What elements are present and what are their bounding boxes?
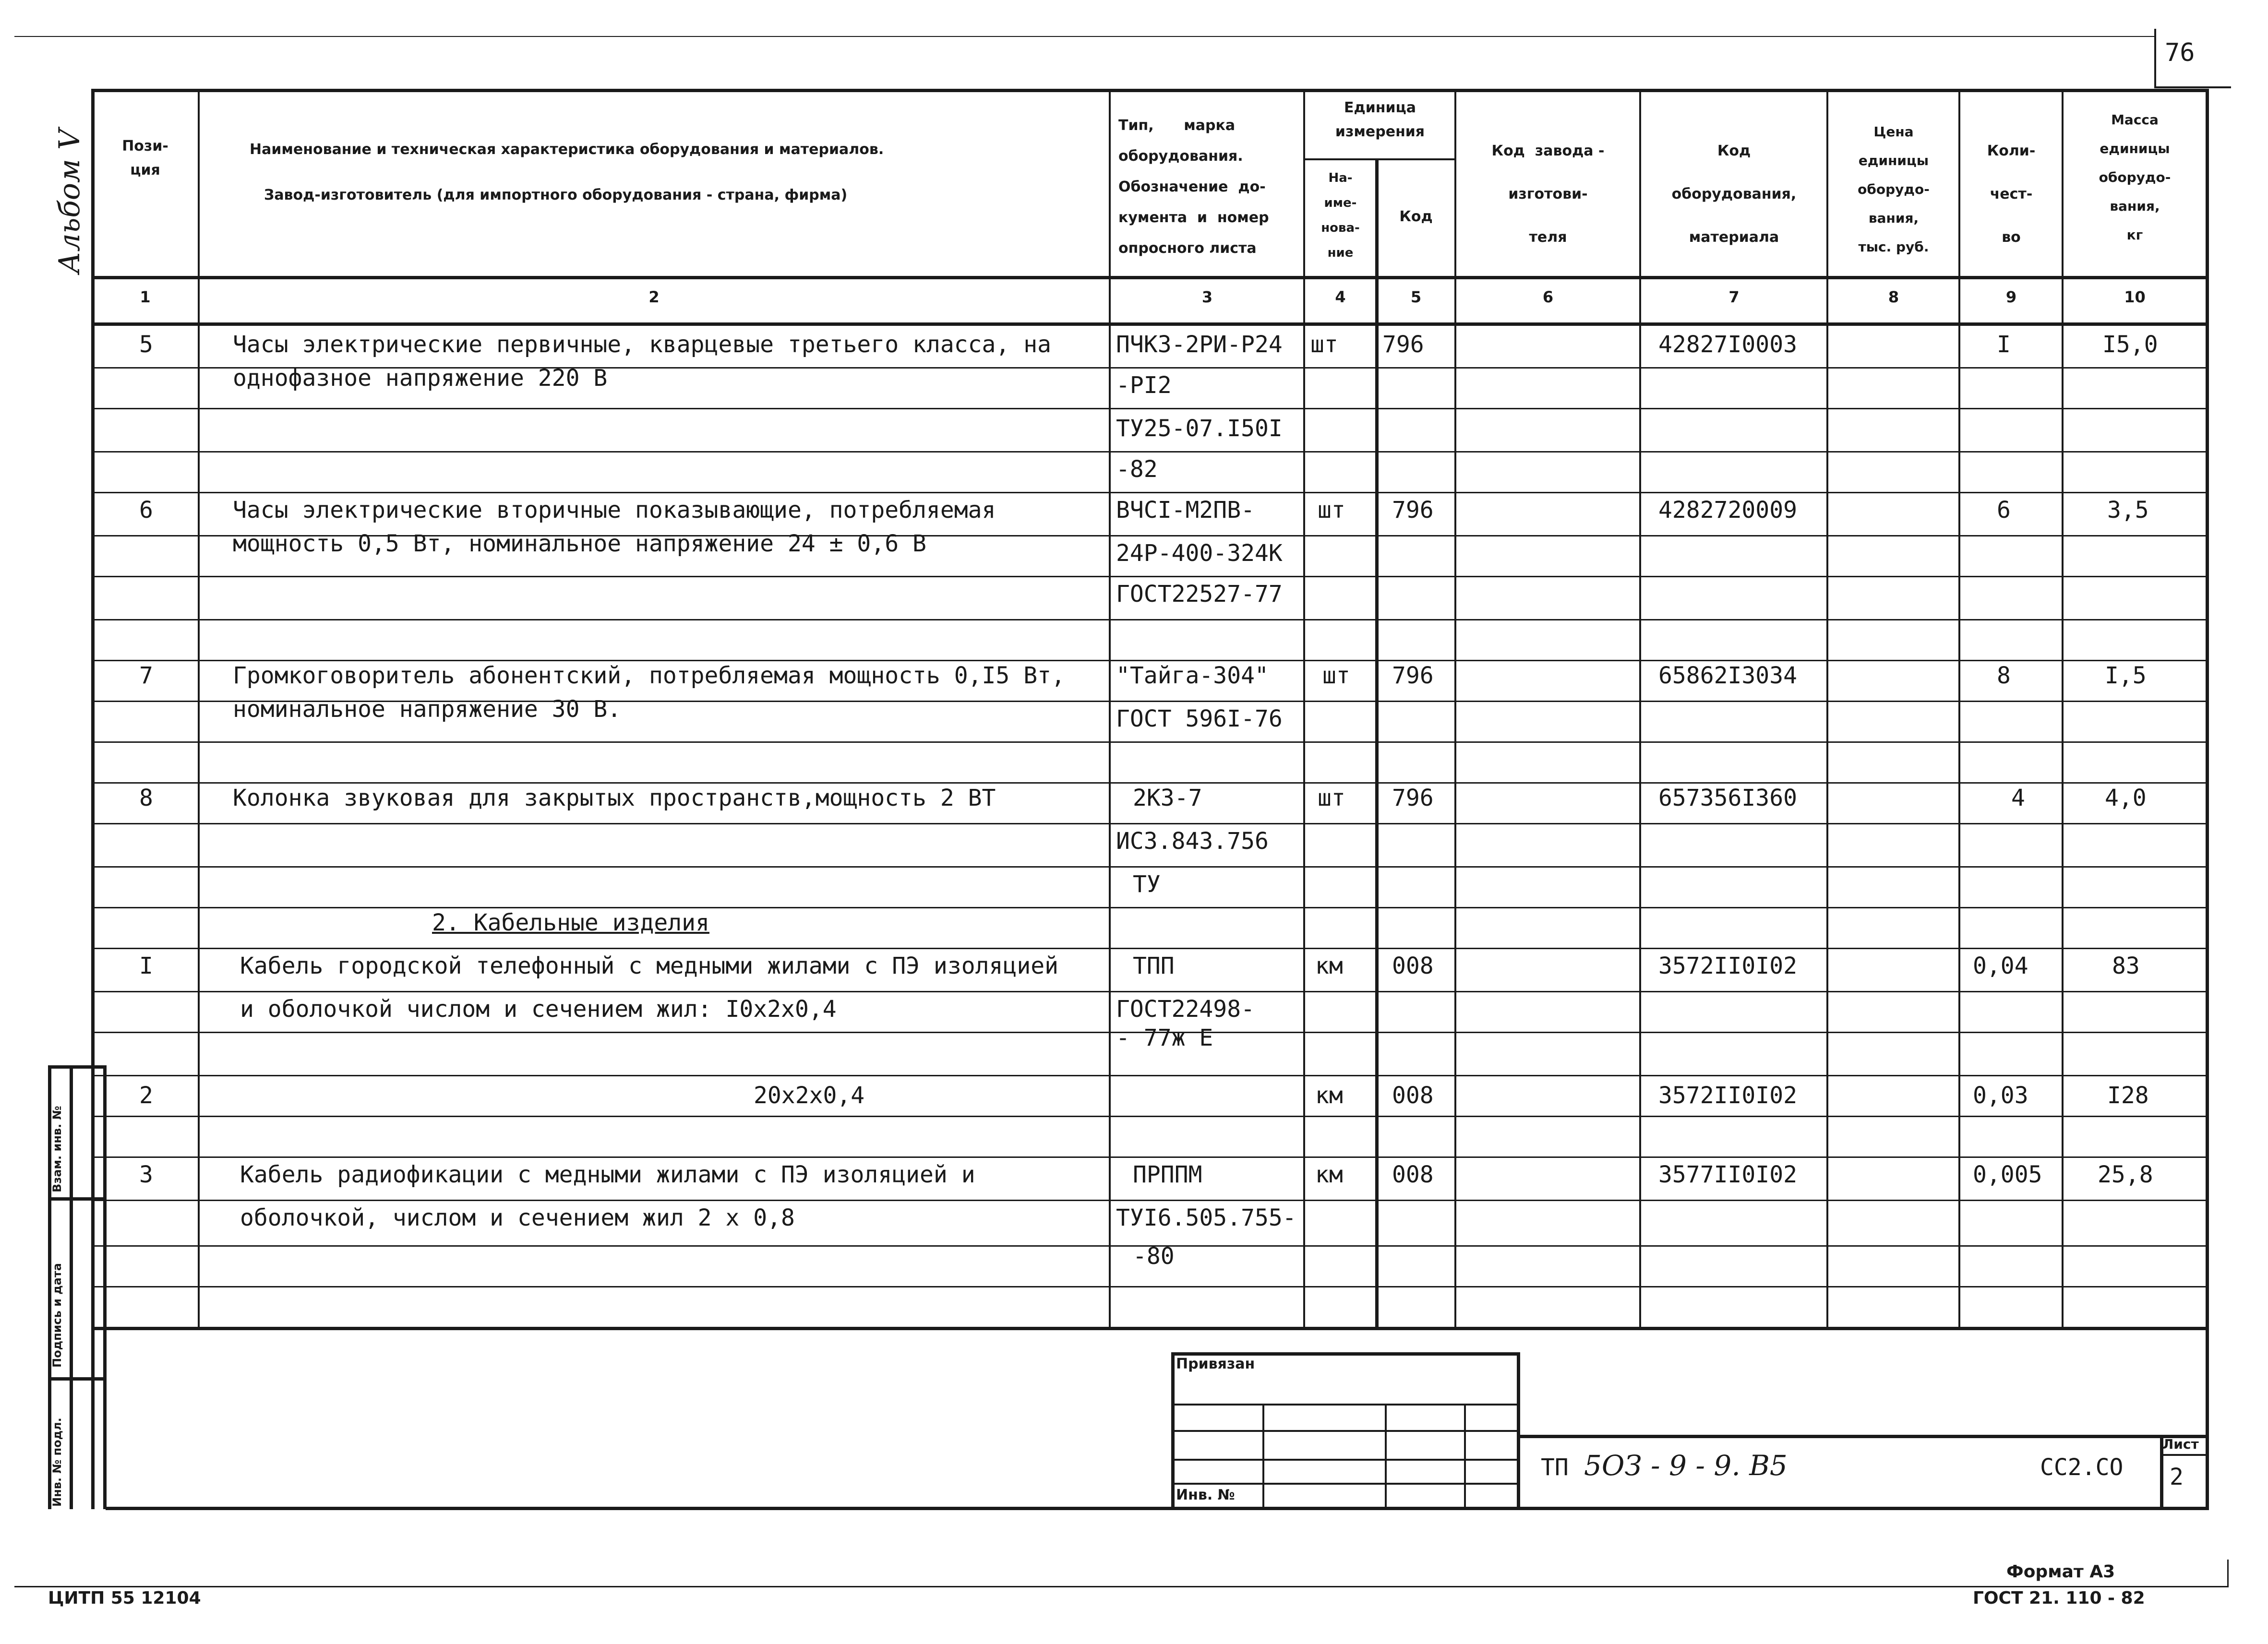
row8-unit: шт <box>1318 785 1345 811</box>
row5-name-line1: Часы электрические первичные, кварцевые третьего класса, на <box>233 331 1052 358</box>
cable-row3-type-line1: ПРППМ <box>1133 1161 1202 1188</box>
row8-type-line1: 2КЗ-7 <box>1133 785 1202 811</box>
row7-code: 796 <box>1392 662 1434 689</box>
cable-row3-name-line2: оболочкой, числом и сечением жил 2 х 0,8 <box>240 1204 795 1231</box>
side-label-vzam: Взам. инв. № <box>50 1106 64 1192</box>
colnum-4: 4 <box>1335 288 1346 306</box>
header-name-line2: Завод-изготовитель (для импортного оборудования - страна, фирма) <box>264 187 848 203</box>
row7-name-line2: номинальное напряжение 30 В. <box>233 696 622 723</box>
cable-row3-qty: 0,005 <box>1973 1161 2042 1188</box>
cable-row3-mass: 25,8 <box>2098 1161 2153 1188</box>
row6-type-line2: 24Р-400-324К <box>1116 540 1283 567</box>
header-type: Тип, марка оборудования. Обозначение до- кумента и номер опросного листа <box>1118 117 1269 257</box>
doc-code-handwritten: 5ОЗ - 9 - 9. В5 <box>1584 1449 1788 1482</box>
cable-row1-type-line2: ГОСТ22498- <box>1116 996 1255 1023</box>
side-label-inv: Инв. № подл. <box>50 1418 64 1507</box>
row5-position: 5 <box>139 331 153 358</box>
row7-unit: шт <box>1322 662 1350 689</box>
colnum-10: 10 <box>2124 288 2146 306</box>
row6-qty: 6 <box>1997 497 2011 524</box>
row5-qty: I <box>1997 331 2011 358</box>
row6-equip-code: 4282720009 <box>1658 497 1797 524</box>
list-label: Лист <box>2162 1436 2199 1452</box>
row8-equip-code: 657356I360 <box>1658 785 1797 811</box>
cable-row2-unit: км <box>1315 1082 1343 1109</box>
colnum-8: 8 <box>1888 288 1899 306</box>
row6-unit: шт <box>1318 497 1345 524</box>
cable-row2-position: 2 <box>139 1082 153 1109</box>
colnum-3: 3 <box>1201 288 1213 306</box>
colnum-5: 5 <box>1410 288 1422 306</box>
colnum-2: 2 <box>648 288 660 306</box>
row6-position: 6 <box>139 497 153 524</box>
sheet-code: СС2.СО <box>2040 1454 2124 1481</box>
row7-type-line2: ГОСТ 596I-76 <box>1116 705 1283 732</box>
cable-row3-equip-code: 3577II0I02 <box>1658 1161 1797 1188</box>
row5-type-line4: -82 <box>1116 456 1158 483</box>
cable-row1-mass: 83 <box>2112 953 2140 979</box>
row8-position: 8 <box>139 785 153 811</box>
colnum-7: 7 <box>1728 288 1740 306</box>
cable-row1-equip-code: 3572II0I02 <box>1658 953 1797 979</box>
row6-name-line2: мощность 0,5 Вт, номинальное напряжение 24 ± 0,6 В <box>233 530 926 557</box>
cable-row3-position: 3 <box>139 1161 153 1188</box>
row8-type-line3: ТУ <box>1133 871 1161 898</box>
cable-row1-type-line3: - 77ж Е <box>1116 1025 1213 1051</box>
cable-row1-code: 008 <box>1392 953 1434 979</box>
cable-row2-equip-code: 3572II0I02 <box>1658 1082 1797 1109</box>
side-label-podpis: Подпись и дата <box>50 1263 64 1368</box>
colnum-9: 9 <box>2005 288 2017 306</box>
row7-mass: I,5 <box>2105 662 2147 689</box>
row5-type-line1: ПЧКЗ-2РИ-Р24 <box>1116 331 1283 358</box>
cable-row2-mass: I28 <box>2107 1082 2149 1109</box>
cable-row2-name-line1: 20х2х0,4 <box>754 1082 865 1109</box>
doc-code-prefix: ТП <box>1541 1454 1569 1481</box>
cable-row1-qty: 0,04 <box>1973 953 2028 979</box>
row7-type-line1: "Тайга-304" <box>1116 662 1269 689</box>
row7-position: 7 <box>139 662 153 689</box>
cable-row2-code: 008 <box>1392 1082 1434 1109</box>
header-quantity: Коли- чест- во <box>1987 143 2036 246</box>
row8-qty: 4 <box>2011 785 2025 811</box>
row5-code: 796 <box>1382 331 1424 358</box>
stamp-privyazan: Привязан <box>1176 1356 1255 1372</box>
footer-left: ЦИТП 55 12104 <box>48 1588 201 1608</box>
header-mass: Масса единицы оборудо- вания, кг <box>2099 112 2171 243</box>
header-equipment-code: Код оборудования, материала <box>1671 143 1797 246</box>
row6-type-line3: ГОСТ22527-77 <box>1116 581 1283 608</box>
cable-row3-type-line3: -80 <box>1133 1243 1175 1270</box>
cable-row3-type-line2: ТУI6.505.755- <box>1116 1204 1296 1231</box>
cable-row2-qty: 0,03 <box>1973 1082 2028 1109</box>
row6-type-line1: ВЧСI-М2ПВ- <box>1116 497 1255 524</box>
header-unit-name: На- име- нова- ние <box>1321 171 1360 260</box>
row6-name-line1: Часы электрические вторичные показывающие, потребляемая <box>233 497 996 524</box>
cable-row1-type-line1: ТПП <box>1133 953 1175 979</box>
colnum-6: 6 <box>1542 288 1554 306</box>
row5-type-line2: -РI2 <box>1116 372 1172 399</box>
row8-name-line1: Колонка звуковая для закрытых пространств,мощность 2 ВТ <box>233 785 996 811</box>
header-unit-group: Единица измерения <box>1335 99 1425 140</box>
section-title: 2. Кабельные изделия <box>432 909 709 936</box>
page-number: 76 <box>2165 38 2195 67</box>
album-label: Альбом V <box>53 129 86 274</box>
row6-mass: 3,5 <box>2107 497 2149 524</box>
row8-code: 796 <box>1392 785 1434 811</box>
cable-row1-unit: км <box>1315 953 1343 979</box>
cable-row1-name-line2: и оболочкой числом и сечением жил: I0х2х0,4 <box>240 996 837 1023</box>
colnum-1: 1 <box>140 288 151 306</box>
row5-type-line3: ТУ25-07.I50I <box>1116 415 1283 442</box>
row8-mass: 4,0 <box>2105 785 2147 811</box>
row5-equip-code: 42827I0003 <box>1658 331 1797 358</box>
row5-unit: шт <box>1310 331 1338 358</box>
row5-mass: I5,0 <box>2102 331 2158 358</box>
footer-gost: ГОСТ 21. 110 - 82 <box>1973 1588 2145 1608</box>
header-name-line1: Наименование и техническая характеристика оборудования и материалов. <box>250 141 884 158</box>
row7-qty: 8 <box>1997 662 2011 689</box>
footer-format: Формат А3 <box>2006 1562 2115 1582</box>
row8-type-line2: ИСЗ.843.756 <box>1116 828 1269 855</box>
row5-name-line2: однофазное напряжение 220 В <box>233 365 608 392</box>
header-position: Пози- ция <box>122 138 168 179</box>
header-factory-code: Код завода - изготови- теля <box>1491 143 1605 246</box>
row6-code: 796 <box>1392 497 1434 524</box>
cable-row3-unit: км <box>1315 1161 1343 1188</box>
row7-name-line1: Громкоговоритель абонентский, потребляемая мощность 0,I5 Вт, <box>233 662 1065 689</box>
cable-row1-name-line1: Кабель городской телефонный с медными жилами с ПЭ изоляцией <box>240 953 1059 979</box>
row7-equip-code: 65862I3034 <box>1658 662 1797 689</box>
header-unit-code: Код <box>1399 208 1433 225</box>
stamp-inv-no: Инв. № <box>1176 1487 1235 1503</box>
cable-row3-code: 008 <box>1392 1161 1434 1188</box>
list-number: 2 <box>2170 1464 2184 1490</box>
header-price: Цена единицы оборудо- вания, тыс. руб. <box>1858 124 1930 255</box>
cable-row1-position: I <box>139 953 153 979</box>
cable-row3-name-line1: Кабель радиофикации с медными жилами с ПЭ изоляцией и <box>240 1161 975 1188</box>
